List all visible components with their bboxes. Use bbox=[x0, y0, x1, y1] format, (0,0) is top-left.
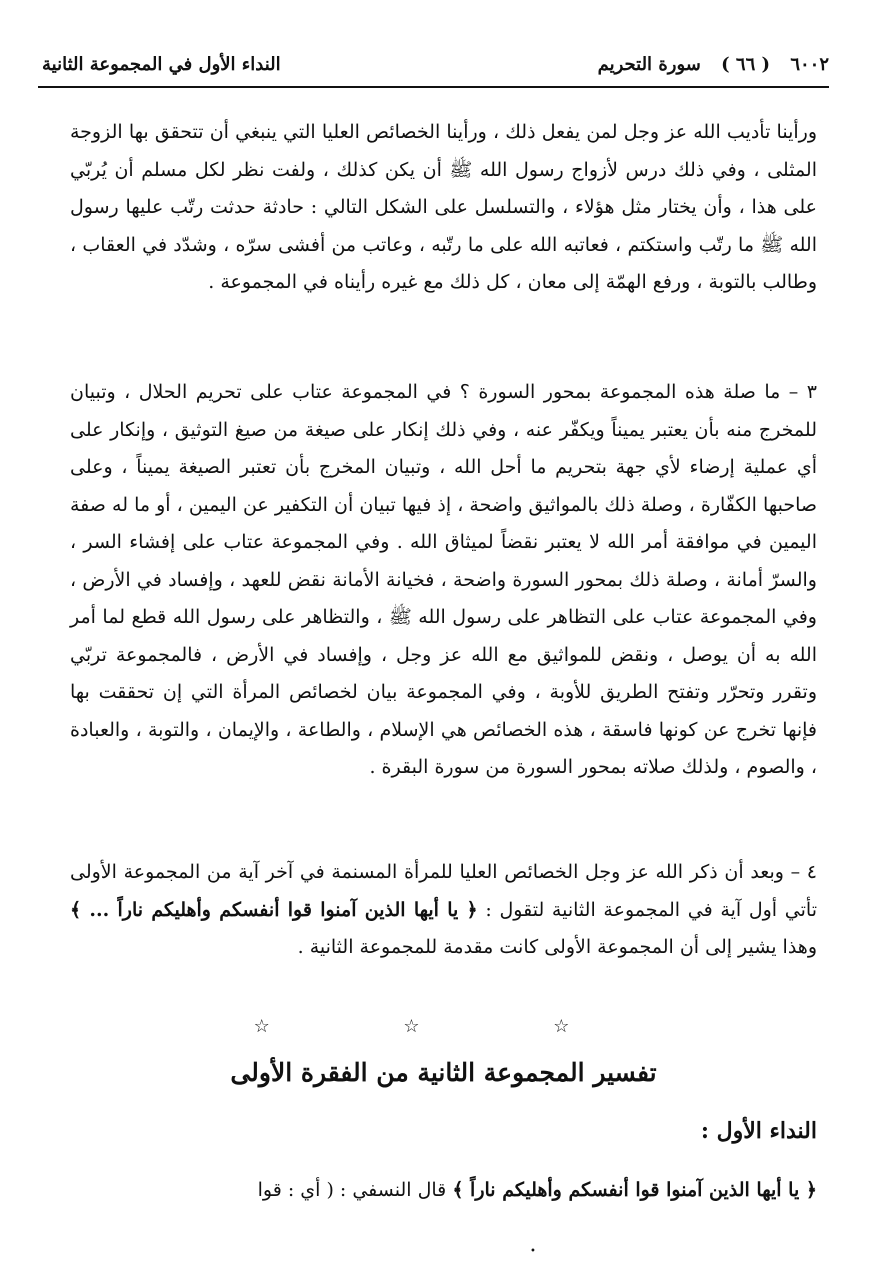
paragraph-3-verse: ﴿ يا أيها الذين آمنوا قوا أنفسكم وأهليكم ناراً ... ﴾ bbox=[70, 898, 478, 921]
paragraph-3-intro: ٤ – وبعد أن ذكر الله عز وجل الخصائص العليا للمرأة المسنمة في آخر آية من المجموعة الأولى تأتي أول آية في المجموعة الثانية لتقول : bbox=[70, 861, 817, 921]
surah-number: ( ٦٦ ) bbox=[721, 54, 771, 75]
paragraph-3-rest: وهذا يشير إلى أن المجموعة الأولى كانت مقدمة للمجموعة الثانية . bbox=[297, 936, 817, 958]
page-number: ٦٠٠٢ bbox=[790, 54, 829, 75]
paragraph-3 bbox=[70, 854, 817, 967]
star-separator: ☆ ☆ ☆ bbox=[253, 1016, 634, 1037]
paragraph-1: ورأينا تأديب الله عز وجل لمن يفعل ذلك ، ورأينا الخصائص العليا التي ينبغي أن تتحقق بها الزوجة المثلى ، وفي ذلك درس لأزواج رسول الله ﷺ أن يكن كذلك ، ولفت نظر لكل مسلم أن يُربّي على هذا ، وأن يختار مثل هؤلاء ، والتسلسل على الشكل التالي : حادثة حدثت رتّب عليها رسول الله ﷺ ما رتّب واستكتم ، فعاتبه الله على ما رتّبه ، وعاتب من أفشى سرّه ، وشدّد في العقاب ، وطالب بالتوبة ، ورفع الهمّة إلى معان ، كل ذلك مع غيره رأيناه في المجموعة . bbox=[70, 121, 817, 293]
surah-name: سورة التحريم bbox=[597, 54, 701, 75]
footer-mark: • bbox=[530, 1246, 536, 1257]
subheading: النداء الأول : bbox=[700, 1118, 817, 1144]
page-header bbox=[42, 50, 829, 84]
section-title: تفسير المجموعة الثانية من الفقرة الأولى bbox=[230, 1058, 657, 1087]
verse-line bbox=[70, 1172, 817, 1209]
verse-commentary: قال النسفي : ( أي : قوا bbox=[257, 1179, 447, 1201]
header-rule bbox=[38, 86, 829, 88]
verse-text: ﴿ يا أيها الذين آمنوا قوا أنفسكم وأهليكم ناراً ﴾ bbox=[452, 1179, 817, 1201]
running-title: النداء الأول في المجموعة الثانية bbox=[42, 54, 281, 75]
header-surah bbox=[598, 54, 829, 75]
paragraph-2: ٣ – ما صلة هذه المجموعة بمحور السورة ؟ في المجموعة عتاب على تحريم الحلال ، وتبيان للمخرج منه بأن يعتبر يميناً ويكفّر عنه ، وفي ذلك إنكار على صيغة من صيغ التوثيق ، وإنكار على أي عملية إرضاء لأي جهة بتحريم ما أحل الله ، وتبيان المخرج بأن تعتبر الصيغة يميناً ، وعلى صاحبها الكفّارة ، وصلة ذلك بالمواثيق واضحة ، إذ فيها تبيان أن التكفير عن اليمين ، أو ما له صفة اليمين في موافقة أمر الله لا يعتبر نقضاً لميثاق الله . وفي المجموعة عتاب على إفشاء السر ، والسرّ أمانة ، وصلة ذلك بمحور السورة واضحة ، فخيانة الأمانة نقض للعهد ، وإفساد في الأرض ، وفي المجموعة عتاب على التظاهر على رسول الله ﷺ ، والتظاهر على رسول الله قطع لما أمر الله به أن يوصل ، ونقض للمواثيق مع الله عز وجل ، وإفساد في الأرض ، فالمجموعة تربّي وتقرر وتحرّر وتفتح الطريق للأوبة ، وفي المجموعة بيان لخصائص المرأة التي إن تحققت بها فإنها تخرج عن كونها فاسقة ، هذه الخصائص هي الإسلام ، والطاعة ، والإيمان ، والتوبة ، والعبادة ، والصوم ، ولذلك صلاته بمحور السورة من سورة البقرة . bbox=[70, 381, 818, 778]
